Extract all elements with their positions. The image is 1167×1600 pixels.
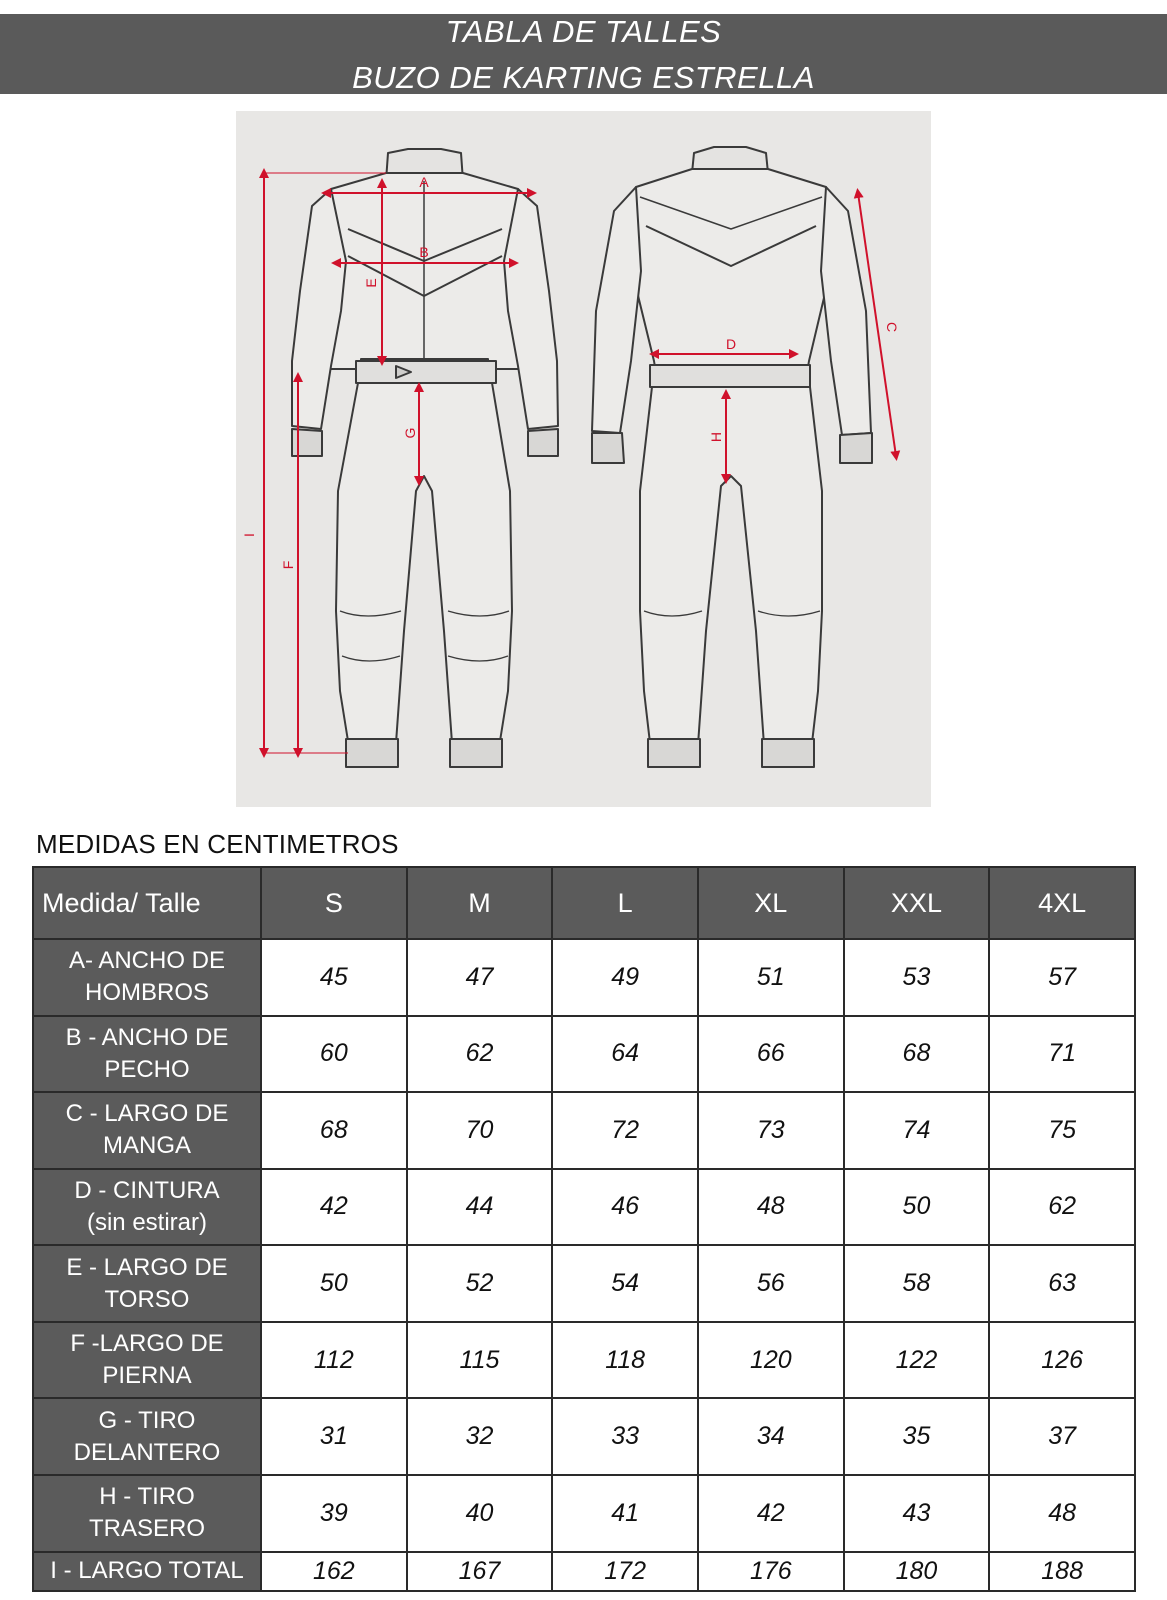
table-row (33, 1322, 1135, 1399)
table-row (33, 1169, 1135, 1246)
row-label-line2: PIERNA (102, 1362, 192, 1390)
size-header: L (552, 867, 698, 939)
title-banner (0, 14, 1167, 94)
table-cell: 66 (698, 1016, 844, 1093)
table-cell: 71 (989, 1016, 1135, 1093)
table-row (33, 1016, 1135, 1093)
table-cell: 33 (552, 1398, 698, 1475)
table-cell: 50 (261, 1245, 407, 1322)
letter-d: D (725, 336, 737, 352)
page-title: TABLA DE TALLES (445, 14, 722, 49)
row-label (33, 1552, 261, 1592)
row-label-line1: B - ANCHO DE (65, 1023, 229, 1051)
table-row (33, 1245, 1135, 1322)
row-label-line1: F -LARGO DE (70, 1330, 224, 1358)
table-cell: 176 (698, 1552, 844, 1592)
table-cell: 41 (552, 1475, 698, 1552)
row-label-line1: C - LARGO DE (65, 1100, 229, 1128)
table-cell: 57 (989, 939, 1135, 1016)
page-subtitle-text: BUZO DE KARTING ESTRELLA (352, 60, 815, 95)
row-label-line2: MANGA (102, 1132, 191, 1160)
row-label-line1: I - LARGO TOTAL (50, 1557, 244, 1585)
table-cell: 60 (261, 1016, 407, 1093)
table-cell: 58 (844, 1245, 990, 1322)
table-cell: 188 (989, 1552, 1135, 1592)
row-label-line1: G - TIRO (98, 1406, 196, 1434)
row-label-line2: DELANTERO (73, 1438, 221, 1466)
size-header: XXL (844, 867, 990, 939)
table-cell: 62 (989, 1169, 1135, 1246)
letter-i: I (241, 533, 257, 537)
row-label (33, 1016, 261, 1093)
table-cell: 73 (698, 1092, 844, 1169)
row-label (33, 1092, 261, 1169)
size-table (32, 866, 1136, 1592)
table-cell: 70 (407, 1092, 553, 1169)
table-cell: 45 (261, 939, 407, 1016)
table-cell: 64 (552, 1016, 698, 1093)
letter-e: E (363, 278, 379, 288)
table-cell: 62 (407, 1016, 553, 1093)
table-row (33, 1475, 1135, 1552)
size-header: M (407, 867, 553, 939)
table-cell: 34 (698, 1398, 844, 1475)
table-cell: 52 (407, 1245, 553, 1322)
table-cell: 40 (407, 1475, 553, 1552)
row-label (33, 1475, 261, 1552)
table-cell: 74 (844, 1092, 990, 1169)
row-label-line2: TORSO (104, 1285, 190, 1313)
letter-c: C (884, 321, 900, 333)
table-cell: 162 (261, 1552, 407, 1592)
size-header: 4XL (989, 867, 1135, 939)
table-cell: 68 (844, 1016, 990, 1093)
suit-diagram (236, 111, 931, 807)
letter-h: H (708, 431, 724, 443)
suit-front (292, 149, 558, 767)
row-label-line2: (sin estirar) (86, 1208, 207, 1236)
table-cell: 72 (552, 1092, 698, 1169)
size-header: XL (698, 867, 844, 939)
table-cell: 32 (407, 1398, 553, 1475)
row-label (33, 1245, 261, 1322)
table-cell: 39 (261, 1475, 407, 1552)
table-cell: 63 (989, 1245, 1135, 1322)
page-subtitle (0, 60, 1167, 96)
table-cell: 75 (989, 1092, 1135, 1169)
row-label-line1: E - LARGO DE (66, 1253, 228, 1281)
row-label (33, 1169, 261, 1246)
units-title: MEDIDAS EN CENTIMETROS (36, 829, 399, 859)
table-cell: 31 (261, 1398, 407, 1475)
letter-a: A (419, 174, 429, 190)
table-cell: 51 (698, 939, 844, 1016)
table-cell: 42 (261, 1169, 407, 1246)
table-cell: 37 (989, 1398, 1135, 1475)
table-row (33, 939, 1135, 1016)
letter-b: B (419, 244, 429, 260)
table-cell: 49 (552, 939, 698, 1016)
table-cell: 48 (989, 1475, 1135, 1552)
table-cell: 50 (844, 1169, 990, 1246)
table-cell: 120 (698, 1322, 844, 1399)
row-label (33, 1398, 261, 1475)
table-cell: 42 (698, 1475, 844, 1552)
table-row (33, 1092, 1135, 1169)
table-cell: 56 (698, 1245, 844, 1322)
table-cell: 47 (407, 939, 553, 1016)
suit-illustration (236, 111, 931, 807)
row-label-line1: D - CINTURA (74, 1176, 220, 1204)
table-cell: 167 (407, 1552, 553, 1592)
row-label-line1: H - TIRO (99, 1483, 195, 1511)
table-row (33, 1552, 1135, 1592)
row-label-line1: A- ANCHO DE (68, 947, 226, 975)
table-cell: 112 (261, 1322, 407, 1399)
table-cell: 68 (261, 1092, 407, 1169)
table-cell: 43 (844, 1475, 990, 1552)
table-row (33, 1398, 1135, 1475)
table-cell: 118 (552, 1322, 698, 1399)
table-cell: 46 (552, 1169, 698, 1246)
table-cell: 172 (552, 1552, 698, 1592)
table-header-row (33, 867, 1135, 939)
row-label-line2: HOMBROS (84, 979, 209, 1007)
table-cell: 35 (844, 1398, 990, 1475)
row-label (33, 1322, 261, 1399)
table-cell: 53 (844, 939, 990, 1016)
table-cell: 115 (407, 1322, 553, 1399)
table-corner-label: Medida/ Talle (33, 867, 261, 939)
table-cell: 122 (844, 1322, 990, 1399)
table-cell: 54 (552, 1245, 698, 1322)
size-header: S (261, 867, 407, 939)
letter-f: F (280, 560, 296, 570)
letter-g: G (402, 427, 418, 439)
table-cell: 126 (989, 1322, 1135, 1399)
table-cell: 44 (407, 1169, 553, 1246)
row-label (33, 939, 261, 1016)
suit-back (592, 147, 872, 767)
table-cell: 180 (844, 1552, 990, 1592)
table-cell: 48 (698, 1169, 844, 1246)
row-label-line2: PECHO (104, 1055, 190, 1083)
row-label-line2: TRASERO (88, 1515, 205, 1543)
